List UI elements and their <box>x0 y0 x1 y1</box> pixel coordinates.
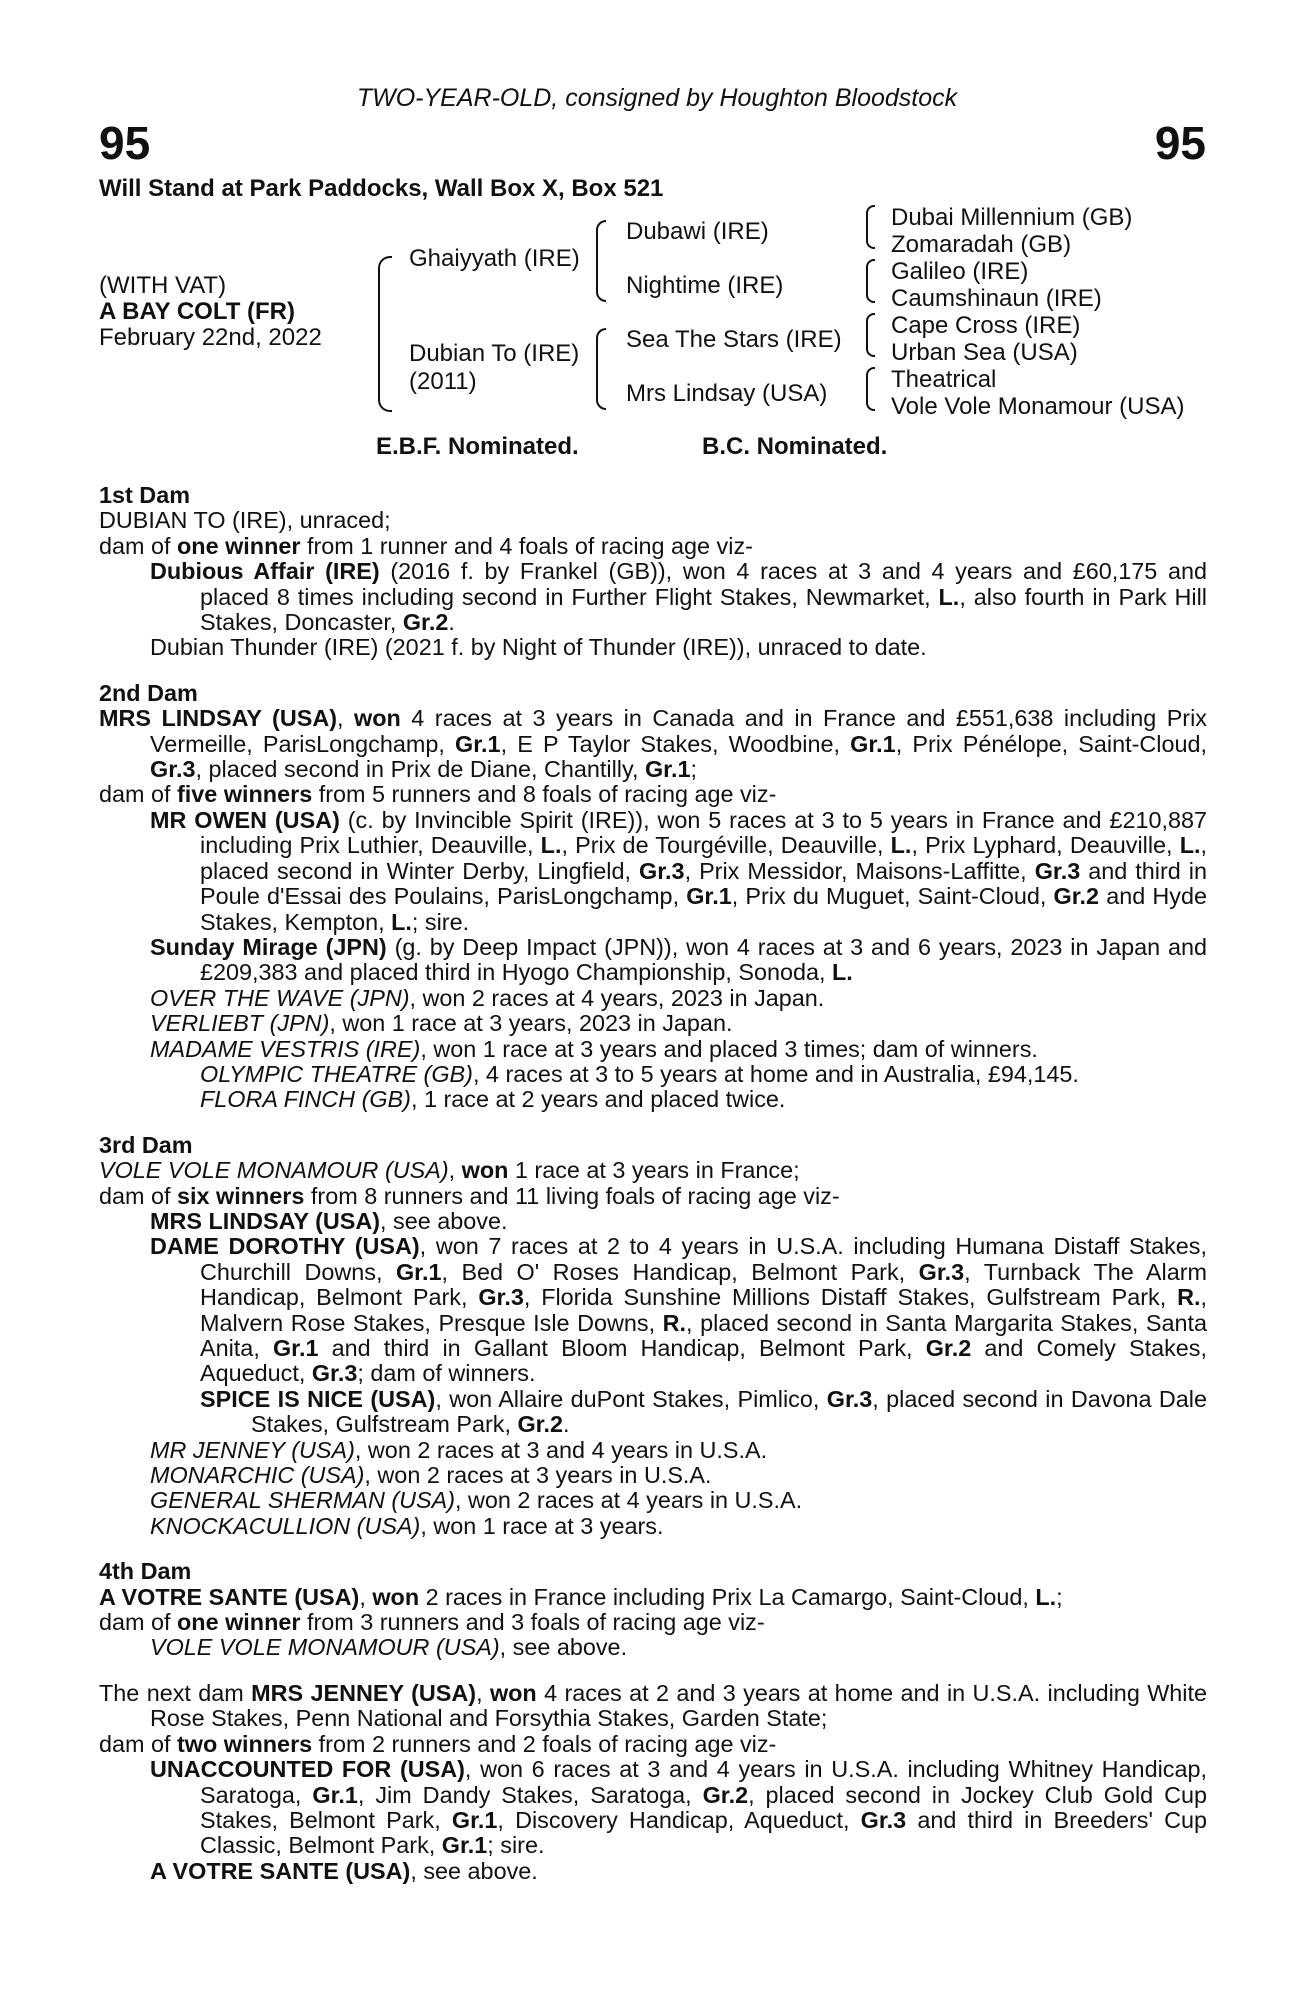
bold-text: Gr.1 <box>686 883 732 910</box>
bc-nomination: B.C. Nominated. <box>702 433 888 460</box>
text: , Florida Sunshine Millions Distaff Stakes, Gulfstream Park, <box>523 1284 1178 1311</box>
text: , Bed O' Roses Handicap, Belmont Park, <box>441 1258 919 1285</box>
bold-text: MRS LINDSAY (USA) <box>99 705 338 732</box>
bold-text: Gr.3 <box>639 857 685 884</box>
record-line <box>99 1732 1207 1757</box>
record-line <box>99 1514 1207 1539</box>
bold-text: Gr.3 <box>1034 857 1081 884</box>
text: Dubian Thunder (IRE) (2021 f. by Night of Thunder (IRE)), unraced to date. <box>150 634 927 661</box>
bold-text: won <box>461 1157 509 1184</box>
pedigree-ssd: Zomaradah (GB) <box>891 231 1072 258</box>
dam-section <box>99 483 1207 661</box>
lot-number-right: 95 <box>1154 117 1206 169</box>
pedigree-brace-1 <box>866 205 875 249</box>
consignment-header: TWO-YEAR-OLD, consigned by Houghton Bloodstock <box>356 84 958 112</box>
italic-text: GENERAL SHERMAN (USA) <box>150 1487 456 1514</box>
bold-text: Gr.1 <box>451 1806 498 1833</box>
record-line <box>99 1087 1207 1112</box>
italic-text: OVER THE WAVE (JPN) <box>150 984 410 1011</box>
pedigree-brace-3 <box>866 313 875 357</box>
italic-text: VERLIEBT (JPN) <box>150 1010 330 1037</box>
text: 4 races at 3 years in Canada and in France and £551,638 including Prix Vermeille, ParisLongchamp, <box>150 705 1207 757</box>
text: , Prix Messidor, Maisons-Laffitte, <box>684 857 1035 884</box>
text: dam of <box>99 1609 178 1636</box>
italic-text: VOLE VOLE MONAMOUR (USA) <box>150 1634 500 1661</box>
bold-text: Dubious Affair (IRE) <box>150 558 380 585</box>
record-line <box>99 1488 1207 1513</box>
bold-text: Gr.1 <box>312 1781 358 1808</box>
record-line <box>99 559 1207 635</box>
text: , won 7 races at 2 to 4 years in U.S.A. including Humana Distaff Stakes, Churchill Downs, <box>200 1233 1207 1285</box>
record-line <box>99 986 1207 1011</box>
bold-text: five winners <box>177 781 313 808</box>
text: ; sire. <box>487 1832 545 1859</box>
record-line <box>99 508 1207 533</box>
text: , won 6 races at 3 and 4 years in U.S.A. including Whitney Handicap, Saratoga, <box>200 1756 1207 1808</box>
pedigree-dsd: Urban Sea (USA) <box>891 339 1078 366</box>
bold-text: A VOTRE SANTE (USA) <box>99 1583 360 1610</box>
pedigree-dam-dam: Mrs Lindsay (USA) <box>626 380 828 407</box>
text: from 2 runners and 2 foals of racing age viz- <box>312 1730 777 1757</box>
pedigree-sire-dam: Nightime (IRE) <box>626 272 784 299</box>
pedigree-dam: Dubian To (IRE) <box>409 340 580 367</box>
text: ; <box>1056 1583 1063 1610</box>
text: (2016 f. by Frankel (GB)), won 4 races at 3 and 4 years and £60,175 and placed 8 times including second in Further Flight Stakes, Newmarket, <box>200 558 1207 610</box>
text: and third in Poule d'Essai des Poulains, ParisLongchamp, <box>200 857 1208 910</box>
text: , see above. <box>380 1207 508 1234</box>
horse-name: A BAY COLT (FR) <box>99 298 295 325</box>
text: and Comely Stakes, Aqueduct, <box>200 1335 1207 1387</box>
bold-text: Gr.1 <box>395 1258 442 1285</box>
italic-text: MONARCHIC (USA) <box>150 1462 365 1489</box>
pedigree-sds: Galileo (IRE) <box>891 258 1029 285</box>
bold-text: Gr.3 <box>826 1385 873 1412</box>
text: , won Allaire duPont Stakes, Pimlico, <box>435 1385 827 1412</box>
pedigree-sire-sire: Dubawi (IRE) <box>626 218 769 245</box>
text: dam of <box>99 1730 178 1757</box>
italic-text: KNOCKACULLION (USA) <box>150 1512 421 1539</box>
text: , Prix Lyphard, Deauville, <box>911 832 1180 859</box>
italic-text: VOLE VOLE MONAMOUR (USA) <box>99 1157 449 1184</box>
bold-text: won <box>354 705 401 732</box>
dam-section <box>99 681 1207 1113</box>
bold-text: Gr.2 <box>925 1335 972 1361</box>
lot-number-left: 95 <box>99 117 151 169</box>
bold-text: DAME DOROTHY (USA) <box>150 1233 420 1260</box>
text: , see above. <box>410 1857 538 1884</box>
bold-text: Gr.3 <box>478 1284 524 1311</box>
bold-text: Gr.1 <box>455 730 501 757</box>
text: from 5 runners and 8 foals of racing age viz- <box>312 781 777 808</box>
record-line <box>99 1757 1207 1859</box>
text: , Turnback The Alarm Handicap, Belmont Park, <box>200 1258 1207 1311</box>
italic-text: MR JENNEY (USA) <box>150 1436 355 1463</box>
bold-text: L. <box>832 959 853 986</box>
record-line <box>99 1463 1207 1488</box>
bold-text: Gr.1 <box>850 730 896 757</box>
text: , won 1 race at 3 years, 2023 in Japan. <box>329 1010 733 1037</box>
text: from 3 runners and 3 foals of racing age viz- <box>300 1609 765 1636</box>
text: , placed second in Davona Dale Stakes, Gulfstream Park, <box>251 1385 1207 1438</box>
bold-text: won <box>372 1583 420 1610</box>
dam-heading: 1st Dam <box>99 482 191 508</box>
record-line <box>99 1859 1207 1884</box>
bold-text: SPICE IS NICE (USA) <box>200 1385 436 1412</box>
record-line <box>99 1062 1207 1087</box>
pedigree-brace-main <box>378 256 392 412</box>
record-line <box>99 1438 1207 1463</box>
bold-text: R. <box>662 1309 687 1336</box>
text: , won 2 races at 3 years in U.S.A. <box>364 1462 712 1489</box>
pedigree-brace-sire <box>596 220 606 302</box>
text: and third in Gallant Bloom Handicap, Belmont Park, <box>318 1335 926 1361</box>
bold-text: R. <box>1177 1284 1201 1311</box>
text: , Prix de Tourgéville, Deauville, <box>561 832 891 859</box>
text: 1 race at 3 years in France; <box>508 1157 800 1184</box>
text: dam of <box>99 781 178 808</box>
record-line <box>99 1635 1207 1660</box>
text: The next dam <box>99 1679 252 1706</box>
text: , E P Taylor Stakes, Woodbine, <box>500 730 851 757</box>
bold-text: Sunday Mirage (JPN) <box>150 933 387 960</box>
text: , <box>448 1157 462 1184</box>
pedigree-brace-4 <box>866 367 875 411</box>
bold-text: L. <box>540 832 562 859</box>
text: from 1 runner and 4 foals of racing age viz- <box>300 532 753 559</box>
record-line <box>99 1681 1207 1732</box>
record-line <box>99 1184 1207 1209</box>
dam-section <box>99 1681 1207 1884</box>
pedigree-ddd: Vole Vole Monamour (USA) <box>891 393 1185 420</box>
italic-text: OLYMPIC THEATRE (GB) <box>200 1060 473 1087</box>
bold-text: Gr.3 <box>918 1258 965 1285</box>
bold-text: Gr.2 <box>702 1781 749 1808</box>
text: , <box>476 1679 490 1706</box>
text: , see above. <box>499 1634 628 1661</box>
text: ; sire. <box>411 908 470 935</box>
text: from 8 runners and 11 living foals of racing age viz- <box>304 1182 840 1209</box>
text: , Prix du Muguet, Saint-Cloud, <box>731 883 1054 910</box>
text: , 4 races at 3 to 5 years at home and in Australia, £94,145. <box>472 1060 1079 1087</box>
text: 2 races in France including Prix La Camargo, Saint-Cloud, <box>419 1583 1036 1610</box>
text: , won 1 race at 3 years. <box>420 1512 664 1539</box>
record-line <box>99 1585 1207 1610</box>
bold-text: L. <box>391 908 412 935</box>
italic-text: FLORA FINCH (GB) <box>200 1086 411 1113</box>
text: , Jim Dandy Stakes, Saratoga, <box>357 1781 703 1808</box>
text: ; dam of winners. <box>357 1360 536 1387</box>
produce-record <box>99 483 1207 1884</box>
pedigree-sss: Dubai Millennium (GB) <box>891 204 1133 231</box>
text: ; <box>690 756 697 783</box>
record-line <box>99 935 1207 986</box>
text: , placed second in Santa Margarita Stakes, Santa Anita, <box>200 1309 1207 1361</box>
bold-text: L. <box>1035 1583 1057 1610</box>
italic-text: MADAME VESTRIS (IRE) <box>150 1035 421 1062</box>
text: , Discovery Handicap, Aqueduct, <box>497 1806 861 1833</box>
bold-text: Gr.2 <box>402 609 449 636</box>
text: , placed second in Jockey Club Gold Cup Stakes, Belmont Park, <box>200 1781 1208 1833</box>
text: , won 2 races at 4 years in U.S.A. <box>455 1487 803 1514</box>
text: , <box>359 1583 373 1610</box>
text: , won 2 races at 4 years, 2023 in Japan. <box>409 984 825 1011</box>
vat-note: (WITH VAT) <box>99 272 227 299</box>
text: and Hyde Stakes, Kempton, <box>200 883 1207 935</box>
bold-text: MRS JENNEY (USA) <box>251 1679 477 1706</box>
dam-heading: 3rd Dam <box>99 1131 193 1158</box>
bold-text: six winners <box>177 1182 305 1209</box>
text: , won 2 races at 3 and 4 years in U.S.A. <box>354 1436 768 1463</box>
record-line <box>99 1234 1207 1386</box>
pedigree-brace-2 <box>866 259 875 303</box>
bold-text: L. <box>1179 832 1201 859</box>
text: and third in Breeders' Cup Classic, Belmont Park, <box>200 1806 1208 1859</box>
bold-text: Gr.2 <box>1053 883 1100 910</box>
pedigree-brace-dam <box>596 328 606 410</box>
bold-text: MR OWEN (USA) <box>150 806 340 833</box>
text: (g. by Deep Impact (JPN)), won 4 races at 3 and 6 years, 2023 in Japan and £209,383 and placed third in Hyogo Championship, Sonoda, <box>200 933 1208 986</box>
record-line <box>99 1610 1207 1635</box>
text: DUBIAN TO (IRE), unraced; <box>99 507 391 534</box>
ebf-nomination: E.B.F. Nominated. <box>376 433 579 460</box>
text: . <box>563 1411 570 1438</box>
date-of-birth: February 22nd, 2022 <box>99 324 322 351</box>
bold-text: Gr.3 <box>150 756 196 783</box>
bold-text: won <box>489 1679 537 1706</box>
bold-text: one winner <box>177 1609 301 1636</box>
record-line <box>99 706 1207 782</box>
bold-text: two winners <box>177 1730 313 1757</box>
bold-text: Gr.3 <box>860 1806 907 1833</box>
text: 4 races at 2 and 3 years at home and in U.S.A. including White Rose Stakes, Penn National and Forsythia Stakes, Garden State; <box>150 1679 1208 1732</box>
text: , won 1 race at 3 years and placed 3 times; dam of winners. <box>420 1035 1038 1062</box>
bold-text: MRS LINDSAY (USA) <box>150 1207 381 1234</box>
pedigree-sire: Ghaiyyath (IRE) <box>409 245 580 272</box>
text: , Malvern Rose Stakes, Presque Isle Downs, <box>200 1284 1207 1336</box>
text: , placed second in Prix de Diane, Chantilly, <box>195 756 645 783</box>
bold-text: UNACCOUNTED FOR (USA) <box>150 1756 465 1783</box>
bold-text: L. <box>938 583 960 610</box>
text: , also fourth in Park Hill Stakes, Doncaster, <box>200 583 1207 636</box>
record-line <box>99 782 1207 807</box>
text: dam of <box>99 1182 178 1209</box>
text: . <box>448 609 455 636</box>
text: , <box>337 705 355 732</box>
bold-text: L. <box>890 832 912 859</box>
dam-section <box>99 1133 1207 1540</box>
record-line <box>99 1158 1207 1183</box>
pedigree-sdd: Caumshinaun (IRE) <box>891 285 1102 312</box>
text: , placed second in Winter Derby, Lingfield, <box>200 832 1207 884</box>
text: , 1 race at 2 years and placed twice. <box>410 1086 786 1113</box>
dam-heading: 4th Dam <box>99 1558 192 1585</box>
bold-text: Gr.2 <box>517 1411 563 1438</box>
bold-text: Gr.1 <box>441 1832 488 1859</box>
record-line <box>99 1387 1207 1438</box>
pedigree-dam-sire: Sea The Stars (IRE) <box>626 326 842 353</box>
dam-section <box>99 1559 1207 1661</box>
pedigree-dam-year: (2011) <box>409 368 477 395</box>
stand-location: Will Stand at Park Paddocks, Wall Box X, Box 521 <box>99 175 664 202</box>
pedigree-dss: Cape Cross (IRE) <box>891 312 1081 339</box>
text: dam of <box>99 532 178 559</box>
bold-text: Gr.3 <box>311 1360 358 1387</box>
record-line <box>99 808 1207 935</box>
record-line <box>99 1037 1207 1062</box>
text: (c. by Invincible Spirit (IRE)), won 5 races at 3 to 5 years in France and £210,887 including Prix Luthier, Deauville, <box>200 806 1207 859</box>
pedigree-dds: Theatrical <box>891 366 997 393</box>
record-line <box>99 635 1207 660</box>
bold-text: A VOTRE SANTE (USA) <box>150 1857 411 1884</box>
record-line <box>99 534 1207 559</box>
bold-text: one winner <box>177 532 301 559</box>
record-line <box>99 1209 1207 1234</box>
record-line <box>99 1011 1207 1036</box>
dam-heading: 2nd Dam <box>99 679 198 706</box>
text: , Prix Pénélope, Saint-Cloud, <box>895 730 1208 757</box>
bold-text: Gr.1 <box>272 1335 319 1361</box>
bold-text: Gr.1 <box>644 756 691 783</box>
